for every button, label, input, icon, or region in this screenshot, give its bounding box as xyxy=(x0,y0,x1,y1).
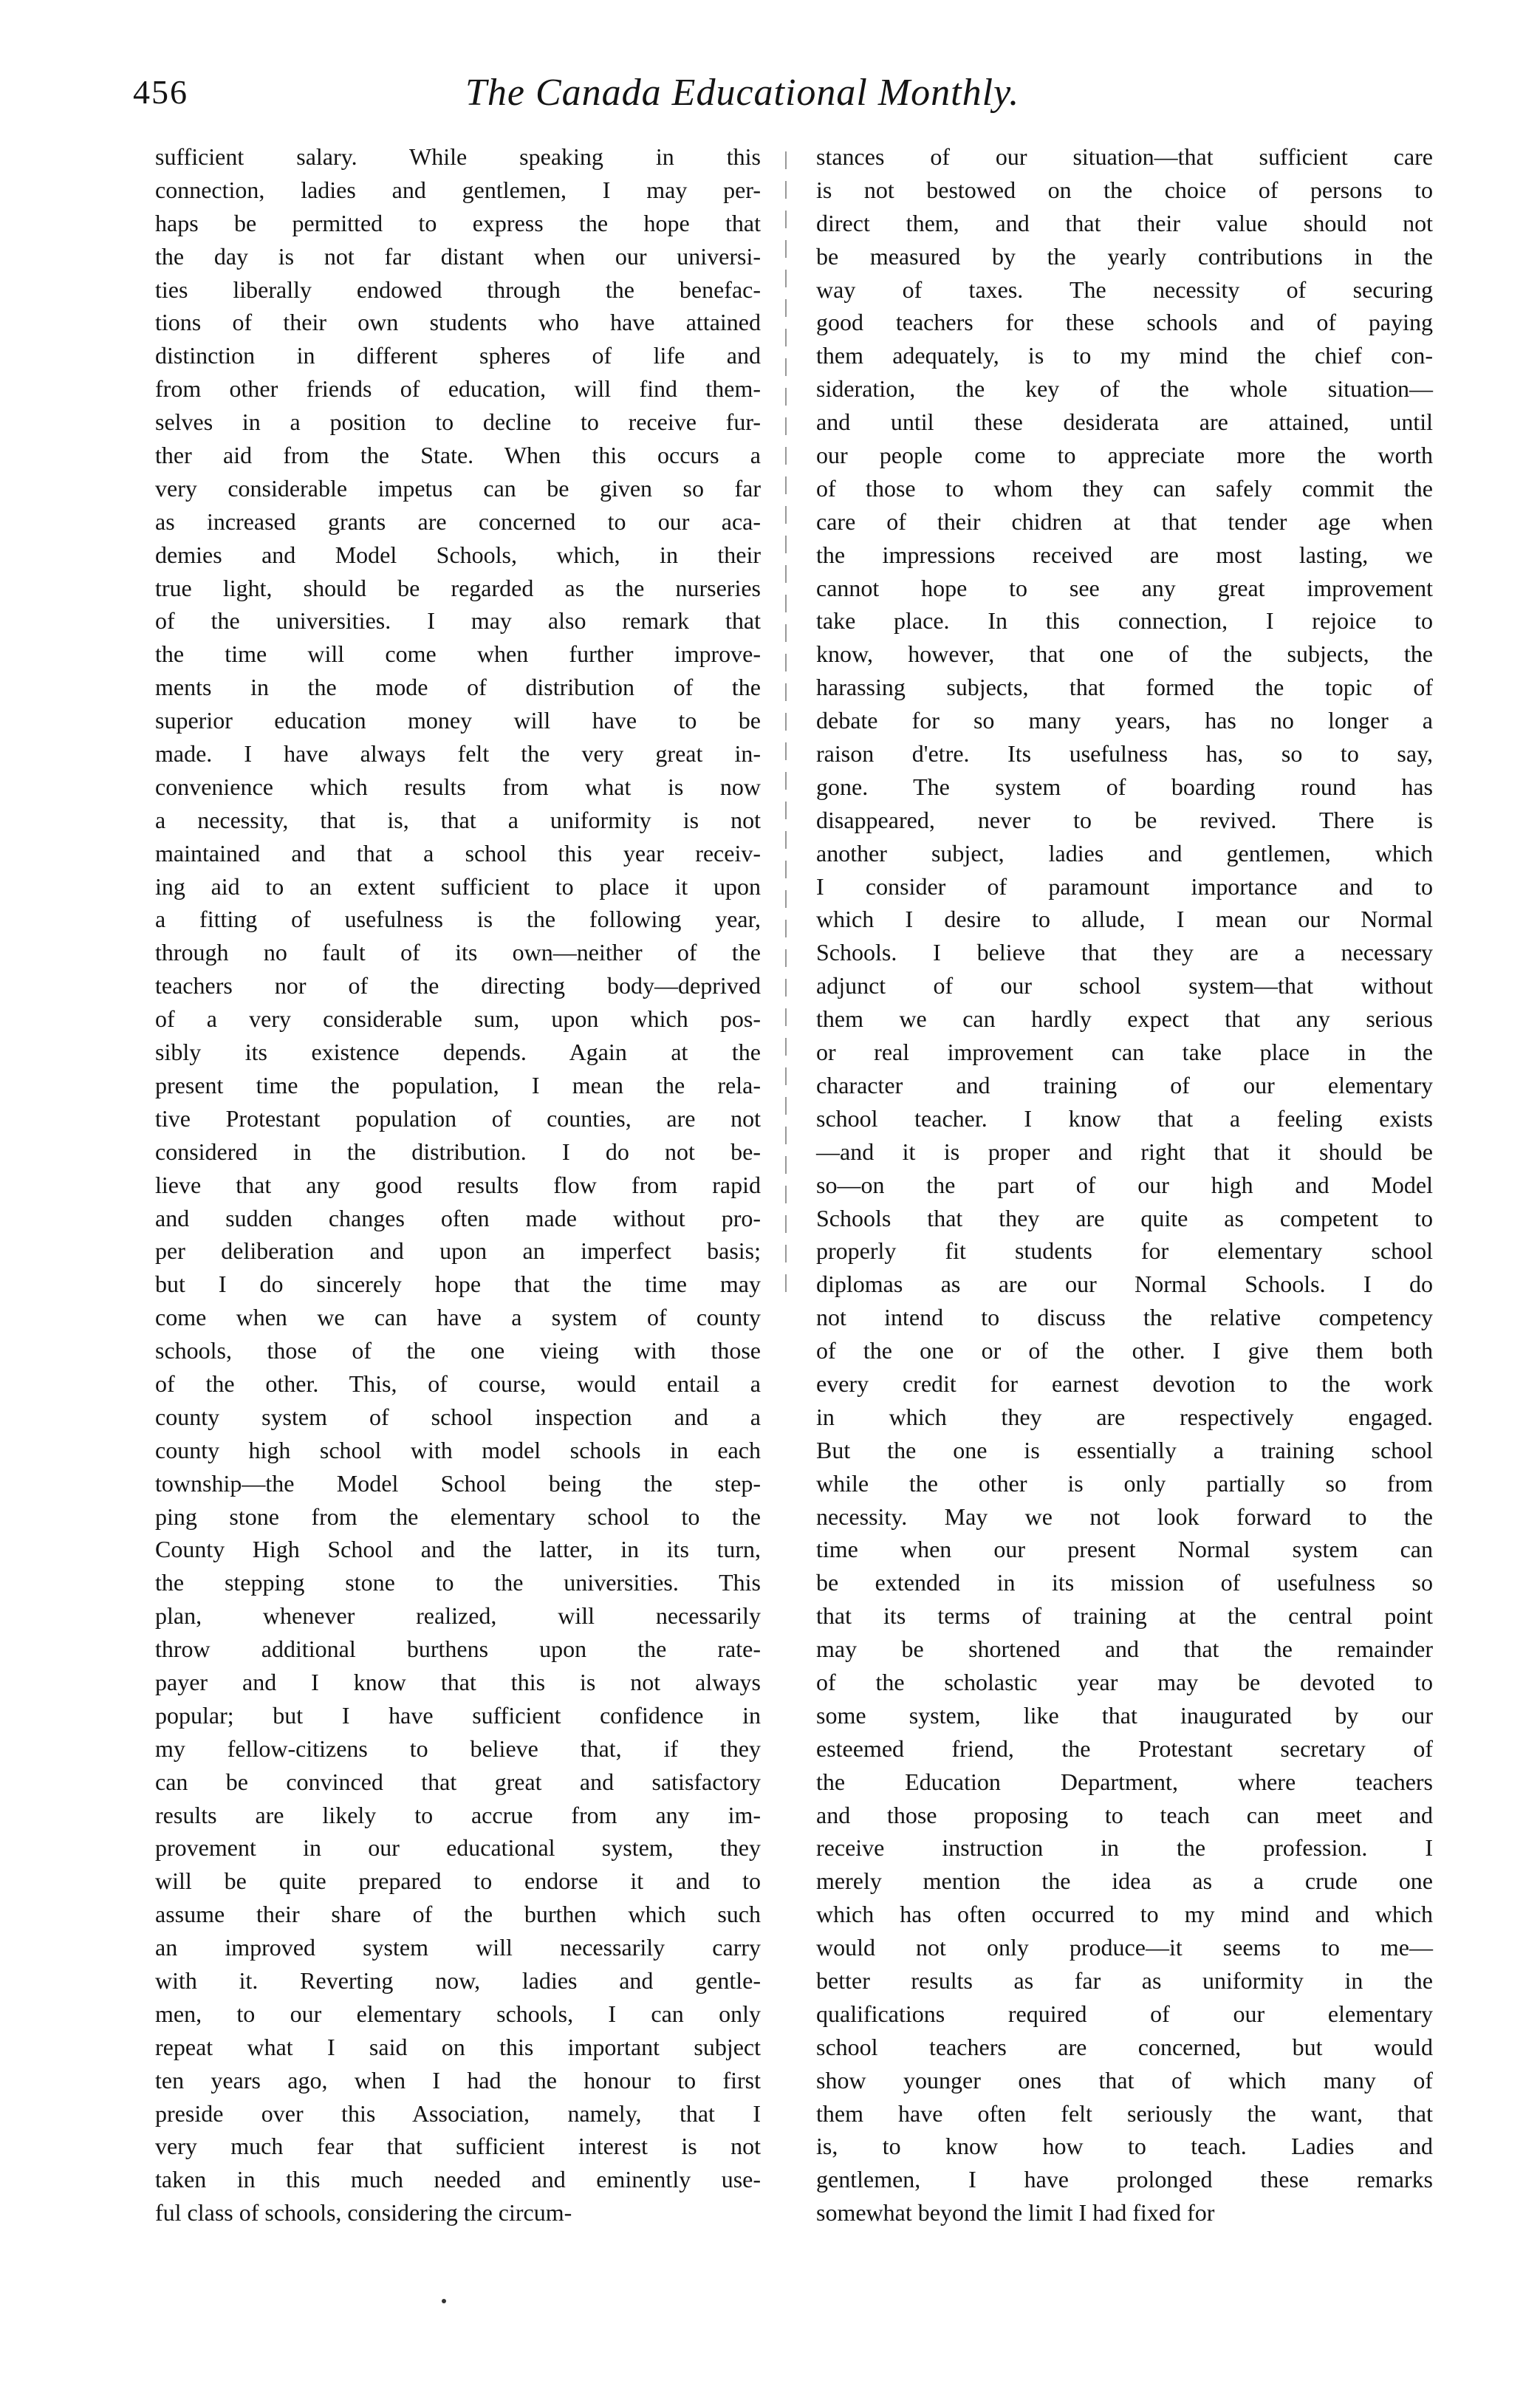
text-line: be extended in its mission of usefulness so xyxy=(816,1569,1433,1596)
text-line: that its terms of training at the central point xyxy=(816,1602,1433,1630)
text-line: taken in this much needed and eminently use- xyxy=(155,2166,761,2193)
text-line: not intend to discuss the relative competency xyxy=(816,1304,1433,1331)
text-line: school teachers are concerned, but would xyxy=(816,2033,1433,2060)
text-line: ther aid from the State. When this occurs a xyxy=(155,442,761,469)
text-line: of those to whom they can safely commit the xyxy=(816,474,1433,502)
text-line: qualifications required of our elementary xyxy=(816,2000,1433,2027)
text-line: payer and I know that this is not always xyxy=(155,1668,761,1695)
text-line: through no fault of its own—neither of the xyxy=(155,939,761,966)
text-line: Schools that they are quite as competent to xyxy=(816,1204,1433,1231)
text-line: repeat what I said on this important subject xyxy=(155,2033,761,2060)
text-line: tive Protestant population of counties, are not xyxy=(155,1104,761,1132)
text-line: and those proposing to teach can meet and xyxy=(816,1801,1433,1828)
text-line: good teachers for these schools and of paying xyxy=(816,309,1433,336)
text-line: teachers nor of the directing body—deprived xyxy=(155,972,761,999)
text-line: throw additional burthens upon the rate- xyxy=(155,1636,761,1663)
text-line: while the other is only partially so from xyxy=(816,1469,1433,1497)
text-line: provement in our educational system, they xyxy=(155,1834,761,1862)
text-line: merely mention the idea as a crude one xyxy=(816,1867,1433,1895)
text-line: harassing subjects, that formed the topic of xyxy=(816,674,1433,701)
text-line: lieve that any good results flow from rapid xyxy=(155,1171,761,1198)
text-line: county system of school inspection and a xyxy=(155,1403,761,1430)
text-line: care of their chidren at that tender age when xyxy=(816,507,1433,535)
text-line: character and training of our elementary xyxy=(816,1071,1433,1098)
text-line: maintained and that a school this year receiv- xyxy=(155,839,761,867)
text-line: adjunct of our school system—that without xyxy=(816,972,1433,999)
text-line: present time the population, I mean the rela- xyxy=(155,1071,761,1098)
text-line: and until these desiderata are attained, until xyxy=(816,409,1433,436)
text-line: the impressions received are most lasting, we xyxy=(816,541,1433,568)
text-line: which has often occurred to my mind and which xyxy=(816,1901,1433,1928)
text-line: an improved system will necessarily carry xyxy=(155,1934,761,1961)
text-line: connection, ladies and gentlemen, I may per- xyxy=(155,176,761,203)
text-line: the stepping stone to the universities. This xyxy=(155,1569,761,1596)
page-number: 456 xyxy=(133,73,188,111)
text-line: which I desire to allude, I mean our Normal xyxy=(816,906,1433,933)
text-line: gone. The system of boarding round has xyxy=(816,773,1433,800)
text-line: sideration, the key of the whole situation— xyxy=(816,375,1433,403)
text-line: ful class of schools, considering the circum- xyxy=(155,2199,572,2226)
text-line: as increased grants are concerned to our aca- xyxy=(155,507,761,535)
text-line: take place. In this connection, I rejoice to xyxy=(816,607,1433,635)
text-line: in which they are respectively engaged. xyxy=(816,1403,1433,1430)
text-line: of the scholastic year may be devoted to xyxy=(816,1668,1433,1695)
text-line: of the other. This, of course, would entail a xyxy=(155,1370,761,1397)
running-head: The Canada Educational Monthly. xyxy=(465,72,1020,114)
text-line: convenience which results from what is now xyxy=(155,773,761,800)
text-line: considered in the distribution. I do not be- xyxy=(155,1138,761,1165)
text-line: made. I have always felt the very great in- xyxy=(155,740,761,768)
text-line: cannot hope to see any great improvement xyxy=(816,574,1433,601)
text-line: debate for so many years, has no longer a xyxy=(816,707,1433,734)
text-line: them we can hardly expect that any serious xyxy=(816,1005,1433,1033)
text-line: raison d'etre. Its usefulness has, so to say, xyxy=(816,740,1433,768)
text-line: preside over this Association, namely, that I xyxy=(155,2099,761,2127)
text-line: be measured by the yearly contributions in the xyxy=(816,242,1433,270)
text-line: But the one is essentially a training school xyxy=(816,1436,1433,1463)
text-line: ments in the mode of distribution of the xyxy=(155,674,761,701)
text-line: the time will come when further improve- xyxy=(155,640,761,668)
text-line: show younger ones that of which many of xyxy=(816,2066,1433,2094)
text-line: will be quite prepared to endorse it and to xyxy=(155,1867,761,1895)
text-line: sufficient salary. While speaking in this xyxy=(155,143,761,170)
text-line: diplomas as are our Normal Schools. I do xyxy=(816,1271,1433,1298)
text-line: of the one or of the other. I give them both xyxy=(816,1337,1433,1364)
left-text-column xyxy=(155,140,761,2229)
text-line: better results as far as uniformity in the xyxy=(816,1966,1433,1994)
text-line: of the universities. I may also remark that xyxy=(155,607,761,635)
text-line: very much fear that sufficient interest is not xyxy=(155,2133,761,2160)
text-line: ties liberally endowed through the benefac- xyxy=(155,276,761,303)
text-line: so—on the part of our high and Model xyxy=(816,1171,1433,1198)
text-line: popular; but I have sufficient confidence in xyxy=(155,1701,761,1729)
column-divider xyxy=(785,151,787,1304)
text-line: Schools. I believe that they are a necessary xyxy=(816,939,1433,966)
text-line: ten years ago, when I had the honour to first xyxy=(155,2066,761,2094)
text-line: sibly its existence depends. Again at the xyxy=(155,1039,761,1066)
text-line: assume their share of the burthen which such xyxy=(155,1901,761,1928)
text-line: way of taxes. The necessity of securing xyxy=(816,276,1433,303)
text-line: necessity. May we not look forward to the xyxy=(816,1503,1433,1530)
text-line: disappeared, never to be revived. There is xyxy=(816,806,1433,833)
text-line: some system, like that inaugurated by our xyxy=(816,1701,1433,1729)
text-line: I consider of paramount importance and to xyxy=(816,872,1433,900)
text-line: very considerable impetus can be given so far xyxy=(155,474,761,502)
text-line: from other friends of education, will find them- xyxy=(155,375,761,403)
text-line: schools, those of the one vieing with those xyxy=(155,1337,761,1364)
text-line: the Education Department, where teachers xyxy=(816,1768,1433,1795)
text-line: or real improvement can take place in the xyxy=(816,1039,1433,1066)
text-line: demies and Model Schools, which, in their xyxy=(155,541,761,568)
text-line: another subject, ladies and gentlemen, which xyxy=(816,839,1433,867)
text-line: county high school with model schools in each xyxy=(155,1436,761,1463)
text-line: can be convinced that great and satisfactory xyxy=(155,1768,761,1795)
text-line: tions of their own students who have attained xyxy=(155,309,761,336)
text-line: our people come to appreciate more the worth xyxy=(816,442,1433,469)
text-line: is, to know how to teach. Ladies and xyxy=(816,2133,1433,2160)
text-line: a necessity, that is, that a uniformity is not xyxy=(155,806,761,833)
text-line: and sudden changes often made without pro- xyxy=(155,1204,761,1231)
text-line: receive instruction in the profession. I xyxy=(816,1834,1433,1862)
text-line: of a very considerable sum, upon which pos- xyxy=(155,1005,761,1033)
text-line: come when we can have a system of county xyxy=(155,1304,761,1331)
page-mark xyxy=(442,2299,446,2303)
text-line: —and it is proper and right that it should be xyxy=(816,1138,1433,1165)
text-line: with it. Reverting now, ladies and gentle- xyxy=(155,1966,761,1994)
text-line: men, to our elementary schools, I can only xyxy=(155,2000,761,2027)
text-line: distinction in different spheres of life and xyxy=(155,342,761,369)
text-line: is not bestowed on the choice of persons to xyxy=(816,176,1433,203)
text-line: plan, whenever realized, will necessarily xyxy=(155,1602,761,1630)
text-line: properly fit students for elementary school xyxy=(816,1237,1433,1265)
text-line: somewhat beyond the limit I had fixed for xyxy=(816,2199,1215,2226)
text-line: would not only produce—it seems to me— xyxy=(816,1934,1433,1961)
text-line: know, however, that one of the subjects, the xyxy=(816,640,1433,668)
text-line: per deliberation and upon an imperfect basis; xyxy=(155,1237,761,1265)
text-line: esteemed friend, the Protestant secretary of xyxy=(816,1735,1433,1762)
text-line: ing aid to an extent sufficient to place it upon xyxy=(155,872,761,900)
text-line: time when our present Normal system can xyxy=(816,1536,1433,1563)
text-line: but I do sincerely hope that the time may xyxy=(155,1271,761,1298)
text-line: gentlemen, I have prolonged these remarks xyxy=(816,2166,1433,2193)
text-line: superior education money will have to be xyxy=(155,707,761,734)
text-line: township—the Model School being the step- xyxy=(155,1469,761,1497)
text-line: direct them, and that their value should not xyxy=(816,209,1433,236)
text-line: my fellow-citizens to believe that, if they xyxy=(155,1735,761,1762)
text-line: results are likely to accrue from any im- xyxy=(155,1801,761,1828)
text-line: true light, should be regarded as the nurseries xyxy=(155,574,761,601)
text-line: school teacher. I know that a feeling exists xyxy=(816,1104,1433,1132)
text-line: may be shortened and that the remainder xyxy=(816,1636,1433,1663)
text-line: haps be permitted to express the hope that xyxy=(155,209,761,236)
text-line: a fitting of usefulness is the following year, xyxy=(155,906,761,933)
text-line: them have often felt seriously the want, that xyxy=(816,2099,1433,2127)
text-line: stances of our situation—that sufficient care xyxy=(816,143,1433,170)
text-line: County High School and the latter, in its turn, xyxy=(155,1536,761,1563)
text-line: every credit for earnest devotion to the work xyxy=(816,1370,1433,1397)
text-line: ping stone from the elementary school to the xyxy=(155,1503,761,1530)
text-line: them adequately, is to my mind the chief con- xyxy=(816,342,1433,369)
right-text-column xyxy=(816,140,1433,2229)
text-line: the day is not far distant when our universi- xyxy=(155,242,761,270)
text-line: selves in a position to decline to receive fur- xyxy=(155,409,761,436)
